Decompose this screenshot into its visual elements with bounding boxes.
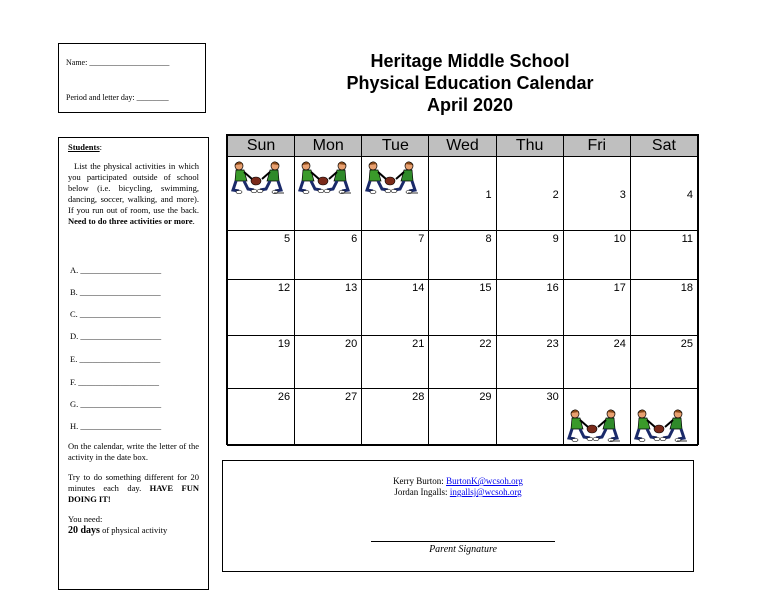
day-cell-empty — [362, 157, 429, 231]
day-cell[interactable]: 28 — [362, 389, 429, 446]
weekday-wed: Wed — [429, 136, 496, 157]
day-cell[interactable]: 29 — [429, 389, 496, 446]
blank-line: ___________________ — [80, 399, 162, 409]
weekday-fri: Fri — [563, 136, 630, 157]
day-cell[interactable]: 5 — [228, 231, 295, 280]
activity-blank-h[interactable] — [70, 421, 161, 432]
teacher-contact-1 — [223, 476, 693, 486]
day-cell[interactable]: 3 — [563, 157, 630, 231]
kids-exercising-icon — [295, 157, 355, 197]
activity-blank-g[interactable] — [70, 399, 161, 410]
day-cell[interactable]: 18 — [630, 280, 697, 336]
day-cell[interactable]: 1 — [429, 157, 496, 231]
week-row — [228, 157, 698, 231]
day-cell[interactable]: 22 — [429, 336, 496, 389]
day-cell[interactable]: 19 — [228, 336, 295, 389]
week-row — [228, 231, 698, 280]
kids-exercising-icon — [228, 157, 288, 197]
blank-line: ___________________ — [80, 421, 162, 431]
activity-blank-f[interactable] — [70, 377, 159, 388]
weekday-mon: Mon — [295, 136, 362, 157]
week-row — [228, 280, 698, 336]
instructions-bold: Need to do three activities or more — [68, 216, 193, 226]
day-cell[interactable]: 24 — [563, 336, 630, 389]
day-cell[interactable]: 10 — [563, 231, 630, 280]
day-cell[interactable]: 17 — [563, 280, 630, 336]
weekday-sat: Sat — [630, 136, 697, 157]
blank-letter: F. — [70, 377, 77, 387]
teacher-name: Jordan Ingalls: — [394, 487, 448, 497]
name-field-label[interactable]: Name: ____________________ — [66, 58, 170, 67]
day-cell[interactable]: 14 — [362, 280, 429, 336]
day-cell[interactable]: 21 — [362, 336, 429, 389]
have-fun-text: HAVE FUN DOING IT! — [68, 483, 200, 504]
day-cell[interactable]: 20 — [295, 336, 362, 389]
day-cell[interactable]: 23 — [496, 336, 563, 389]
blank-letter: D. — [70, 331, 79, 341]
blank-line: ___________________ — [80, 265, 162, 275]
weekday-header-row — [228, 136, 698, 157]
activity-blank-c[interactable] — [70, 309, 161, 320]
day-cell-empty — [295, 157, 362, 231]
day-cell[interactable]: 2 — [496, 157, 563, 231]
days-text: of physical activity — [99, 525, 168, 535]
blank-letter: C. — [70, 309, 78, 319]
blank-line: ___________________ — [78, 377, 160, 387]
blank-line: ___________________ — [79, 354, 161, 364]
title-subject: Physical Education Calendar — [346, 73, 594, 93]
blank-line: ___________________ — [79, 309, 161, 319]
page-title — [300, 50, 640, 116]
students-heading-colon: : — [99, 142, 103, 152]
day-cell-empty — [563, 389, 630, 446]
period-field-label[interactable]: Period and letter day: ________ — [66, 93, 169, 102]
activity-blank-e[interactable] — [70, 354, 160, 365]
day-cell[interactable]: 9 — [496, 231, 563, 280]
day-cell-empty — [630, 389, 697, 446]
students-heading: Students — [68, 142, 100, 152]
kids-exercising-icon — [564, 405, 624, 445]
activity-blank-d[interactable] — [70, 331, 161, 342]
blank-line: ___________________ — [79, 287, 161, 297]
students-instructions — [68, 161, 199, 227]
blank-letter: G. — [70, 399, 79, 409]
students-instructions-box — [58, 137, 209, 590]
day-cell[interactable]: 7 — [362, 231, 429, 280]
days-required — [68, 525, 199, 536]
day-cell[interactable]: 12 — [228, 280, 295, 336]
kids-exercising-icon — [362, 157, 422, 197]
instructions-end: . — [192, 216, 195, 226]
days-count: 20 days — [68, 525, 100, 536]
contact-signature-box — [222, 460, 694, 572]
teacher-contact-2 — [223, 487, 693, 497]
day-cell[interactable]: 6 — [295, 231, 362, 280]
try-text: Try to do something different for 20 minutes each day. — [68, 472, 199, 493]
week-row — [228, 389, 698, 446]
day-cell[interactable]: 30 — [496, 389, 563, 446]
teacher-email-link[interactable]: BurtonK@wcsoh.org — [446, 476, 523, 486]
activity-blank-a[interactable] — [70, 265, 161, 276]
day-cell[interactable]: 25 — [630, 336, 697, 389]
weekday-sun: Sun — [228, 136, 295, 157]
blank-letter: E. — [70, 354, 78, 364]
title-month: April 2020 — [426, 95, 514, 115]
try-note — [68, 472, 199, 505]
parent-signature-label: Parent Signature — [429, 544, 497, 555]
day-cell[interactable]: 16 — [496, 280, 563, 336]
day-cell[interactable]: 4 — [630, 157, 697, 231]
blank-letter: B. — [70, 287, 78, 297]
signature-line[interactable] — [371, 541, 555, 542]
weekday-thu: Thu — [496, 136, 563, 157]
you-need-label: You need: — [68, 514, 103, 524]
day-cell[interactable]: 27 — [295, 389, 362, 446]
day-cell[interactable]: 8 — [429, 231, 496, 280]
blank-line: ___________________ — [80, 331, 162, 341]
title-school: Heritage Middle School — [370, 51, 570, 71]
day-cell-empty — [228, 157, 295, 231]
name-period-box — [58, 43, 206, 113]
blank-letter: H. — [70, 421, 79, 431]
activity-blank-b[interactable] — [70, 287, 161, 298]
week-row — [228, 336, 698, 389]
day-cell[interactable]: 15 — [429, 280, 496, 336]
day-cell[interactable]: 26 — [228, 389, 295, 446]
blank-letter: A. — [70, 265, 79, 275]
weekday-tue: Tue — [362, 136, 429, 157]
day-cell[interactable]: 11 — [630, 231, 697, 280]
teacher-email-link[interactable]: ingallsj@wcsoh.org — [449, 487, 522, 497]
april-calendar — [226, 134, 699, 445]
calendar-note: On the calendar, write the letter of the activity in the date box. — [68, 441, 199, 462]
calendar-grid — [227, 135, 698, 446]
teacher-name: Kerry Burton: — [393, 476, 444, 486]
day-cell[interactable]: 13 — [295, 280, 362, 336]
instructions-text: List the physical activities in which you participated outside of school below (i.e. bicycling, swimming, dancing, soccer, walking, and more). If you run out of room, use the back. — [68, 161, 199, 215]
kids-exercising-icon — [631, 405, 691, 445]
